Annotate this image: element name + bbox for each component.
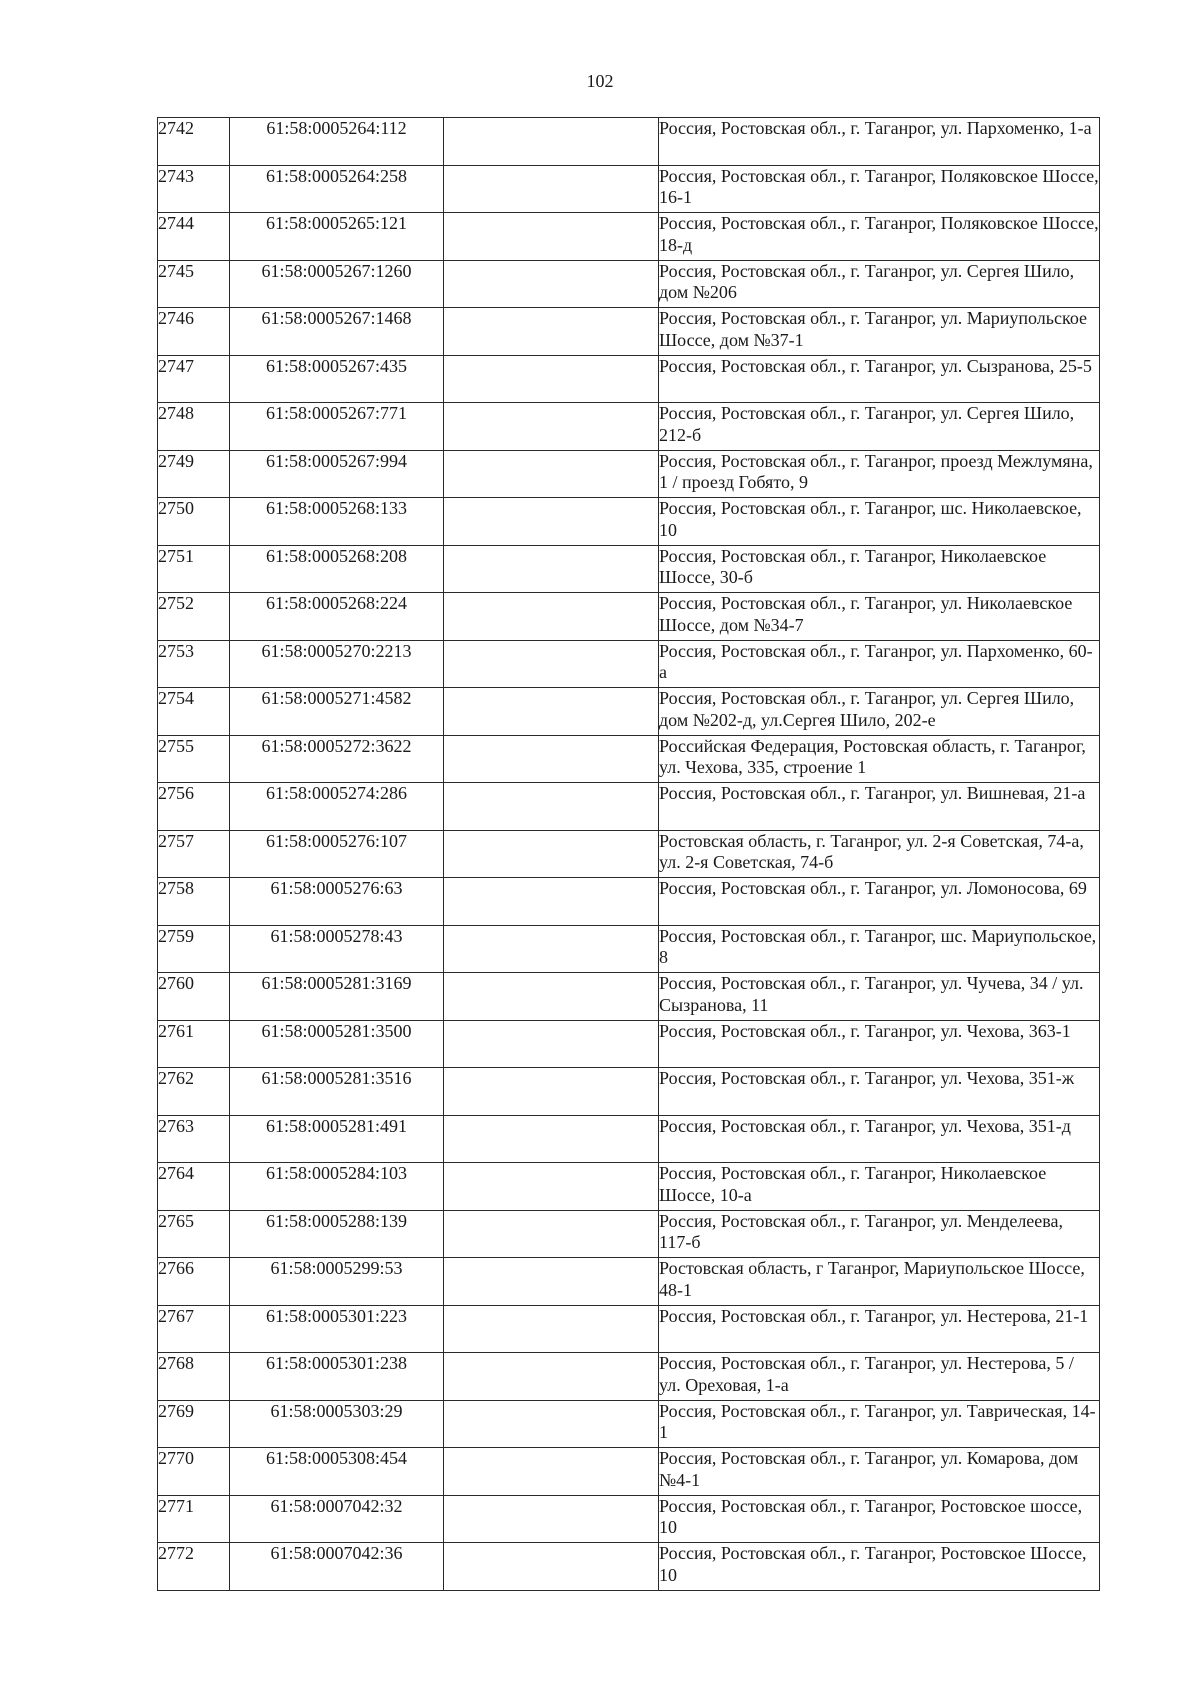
cadastral-number: 61:58:0007042:32 [230,1495,444,1543]
cadastral-number: 61:58:0005281:491 [230,1115,444,1163]
address: Россия, Ростовская обл., г. Таганрог, Поляковское Шоссе, 16-1 [659,165,1100,213]
address: Россия, Ростовская обл., г. Таганрог, ул. Менделеева, 117-б [659,1210,1100,1258]
row-number: 2762 [158,1068,230,1116]
cadastral-number: 61:58:0005267:435 [230,355,444,403]
cadastral-number: 61:58:0005268:133 [230,498,444,546]
cadastral-number: 61:58:0005303:29 [230,1400,444,1448]
table-row [158,355,1100,403]
table-row [158,1305,1100,1353]
cadastral-number: 61:58:0005268:208 [230,545,444,593]
empty-cell [444,1400,659,1448]
row-number: 2744 [158,213,230,261]
table-row [158,973,1100,1021]
table-row [158,925,1100,973]
cadastral-number: 61:58:0005281:3500 [230,1020,444,1068]
address: Россия, Ростовская обл., г. Таганрог, ул. Нестерова, 21-1 [659,1305,1100,1353]
table-row [158,1068,1100,1116]
table-row [158,450,1100,498]
empty-cell [444,165,659,213]
table-row [158,735,1100,783]
address: Россия, Ростовская обл., г. Таганрог, ул. Пархоменко, 60-а [659,640,1100,688]
cadastral-number: 61:58:0005278:43 [230,925,444,973]
cadastral-number: 61:58:0005276:107 [230,830,444,878]
empty-cell [444,450,659,498]
address: Ростовская область, г. Таганрог, ул. 2-я Советская, 74-а, ул. 2-я Советская, 74-б [659,830,1100,878]
empty-cell [444,545,659,593]
empty-cell [444,1353,659,1401]
row-number: 2769 [158,1400,230,1448]
address: Россия, Ростовская обл., г. Таганрог, ул. Комарова, дом №4-1 [659,1448,1100,1496]
address: Россия, Ростовская обл., г. Таганрог, Николаевское Шоссе, 10-а [659,1163,1100,1211]
empty-cell [444,498,659,546]
empty-cell [444,1305,659,1353]
table-row [158,1163,1100,1211]
address: Россия, Ростовская обл., г. Таганрог, ул. Вишневая, 21-а [659,783,1100,831]
address: Российская Федерация, Ростовская область, г. Таганрог, ул. Чехова, 335, строение 1 [659,735,1100,783]
table-row [158,1115,1100,1163]
table-row [158,593,1100,641]
address: Россия, Ростовская обл., г. Таганрог, ул. Сергея Шило, 212-б [659,403,1100,451]
empty-cell [444,355,659,403]
table-row [158,165,1100,213]
address: Россия, Ростовская обл., г. Таганрог, ул. Чехова, 351-д [659,1115,1100,1163]
address: Россия, Ростовская обл., г. Таганрог, шс. Николаевское, 10 [659,498,1100,546]
row-number: 2754 [158,688,230,736]
table-row [158,1400,1100,1448]
row-number: 2747 [158,355,230,403]
table-row [158,308,1100,356]
cadastral-number: 61:58:0005276:63 [230,878,444,926]
empty-cell [444,403,659,451]
address: Россия, Ростовская обл., г. Таганрог, ул. Чехова, 351-ж [659,1068,1100,1116]
empty-cell [444,878,659,926]
row-number: 2763 [158,1115,230,1163]
table-row [158,783,1100,831]
table-row [158,640,1100,688]
address: Россия, Ростовская обл., г. Таганрог, ул. Сергея Шило, дом №206 [659,260,1100,308]
empty-cell [444,1068,659,1116]
address: Россия, Ростовская обл., г. Таганрог, ул. Пархоменко, 1-а [659,118,1100,166]
row-number: 2751 [158,545,230,593]
cadastral-number: 61:58:0005301:223 [230,1305,444,1353]
cadastral-number: 61:58:0005270:2213 [230,640,444,688]
cadastral-number: 61:58:0005264:258 [230,165,444,213]
table-row [158,1495,1100,1543]
empty-cell [444,973,659,1021]
row-number: 2749 [158,450,230,498]
table-row [158,1353,1100,1401]
table-row [158,498,1100,546]
address: Россия, Ростовская обл., г. Таганрог, ул. Мариупольское Шоссе, дом №37-1 [659,308,1100,356]
address: Россия, Ростовская обл., г. Таганрог, проезд Межлумяна, 1 / проезд Гобято, 9 [659,450,1100,498]
empty-cell [444,118,659,166]
table-row [158,878,1100,926]
cadastral-number: 61:58:0005267:1468 [230,308,444,356]
row-number: 2753 [158,640,230,688]
address: Россия, Ростовская обл., г. Таганрог, ул. Нестерова, 5 / ул. Ореховая, 1-а [659,1353,1100,1401]
empty-cell [444,925,659,973]
table-row [158,688,1100,736]
cadastral-number: 61:58:0005271:4582 [230,688,444,736]
table-row [158,1020,1100,1068]
cadastral-number: 61:58:0005284:103 [230,1163,444,1211]
row-number: 2758 [158,878,230,926]
row-number: 2768 [158,1353,230,1401]
empty-cell [444,783,659,831]
table-row [158,1543,1100,1591]
address: Россия, Ростовская обл., г. Таганрог, Николаевское Шоссе, 30-б [659,545,1100,593]
empty-cell [444,1495,659,1543]
table-row [158,545,1100,593]
empty-cell [444,1115,659,1163]
table-row [158,260,1100,308]
empty-cell [444,1258,659,1306]
address: Россия, Ростовская обл., г. Таганрог, шс. Мариупольское, 8 [659,925,1100,973]
empty-cell [444,593,659,641]
cadastral-number: 61:58:0007042:36 [230,1543,444,1591]
empty-cell [444,640,659,688]
address: Россия, Ростовская обл., г. Таганрог, Ростовское Шоссе, 10 [659,1543,1100,1591]
empty-cell [444,1163,659,1211]
row-number: 2761 [158,1020,230,1068]
address: Россия, Ростовская обл., г. Таганрог, Поляковское Шоссе, 18-д [659,213,1100,261]
row-number: 2745 [158,260,230,308]
empty-cell [444,830,659,878]
row-number: 2752 [158,593,230,641]
address: Россия, Ростовская обл., г. Таганрог, ул. Чучева, 34 / ул. Сызранова, 11 [659,973,1100,1021]
row-number: 2746 [158,308,230,356]
empty-cell [444,735,659,783]
empty-cell [444,1543,659,1591]
address: Ростовская область, г Таганрог, Мариупольское Шоссе, 48-1 [659,1258,1100,1306]
registry-table-body [158,118,1100,1591]
cadastral-number: 61:58:0005264:112 [230,118,444,166]
row-number: 2771 [158,1495,230,1543]
row-number: 2755 [158,735,230,783]
cadastral-number: 61:58:0005265:121 [230,213,444,261]
row-number: 2770 [158,1448,230,1496]
row-number: 2756 [158,783,230,831]
empty-cell [444,1448,659,1496]
table-row [158,1210,1100,1258]
table-row [158,830,1100,878]
table-row [158,118,1100,166]
address: Россия, Ростовская обл., г. Таганрог, ул. Сызранова, 25-5 [659,355,1100,403]
address: Россия, Ростовская обл., г. Таганрог, ул. Чехова, 363-1 [659,1020,1100,1068]
empty-cell [444,688,659,736]
table-row [158,403,1100,451]
empty-cell [444,1020,659,1068]
table-row [158,1448,1100,1496]
cadastral-number: 61:58:0005268:224 [230,593,444,641]
row-number: 2764 [158,1163,230,1211]
address: Россия, Ростовская обл., г. Таганрог, ул. Таврическая, 14-1 [659,1400,1100,1448]
row-number: 2766 [158,1258,230,1306]
cadastral-number: 61:58:0005274:286 [230,783,444,831]
cadastral-number: 61:58:0005301:238 [230,1353,444,1401]
empty-cell [444,1210,659,1258]
address: Россия, Ростовская обл., г. Таганрог, ул. Ломоносова, 69 [659,878,1100,926]
cadastral-number: 61:58:0005299:53 [230,1258,444,1306]
cadastral-number: 61:58:0005267:771 [230,403,444,451]
cadastral-number: 61:58:0005308:454 [230,1448,444,1496]
address: Россия, Ростовская обл., г. Таганрог, Ростовское шоссе, 10 [659,1495,1100,1543]
empty-cell [444,308,659,356]
row-number: 2759 [158,925,230,973]
row-number: 2757 [158,830,230,878]
row-number: 2750 [158,498,230,546]
address: Россия, Ростовская обл., г. Таганрог, ул. Николаевское Шоссе, дом №34-7 [659,593,1100,641]
row-number: 2760 [158,973,230,1021]
cadastral-number: 61:58:0005267:1260 [230,260,444,308]
cadastral-number: 61:58:0005281:3169 [230,973,444,1021]
row-number: 2748 [158,403,230,451]
registry-table [157,117,1100,1591]
empty-cell [444,213,659,261]
cadastral-number: 61:58:0005288:139 [230,1210,444,1258]
row-number: 2765 [158,1210,230,1258]
cadastral-number: 61:58:0005281:3516 [230,1068,444,1116]
cadastral-number: 61:58:0005272:3622 [230,735,444,783]
row-number: 2767 [158,1305,230,1353]
row-number: 2742 [158,118,230,166]
empty-cell [444,260,659,308]
row-number: 2772 [158,1543,230,1591]
table-row [158,213,1100,261]
cadastral-number: 61:58:0005267:994 [230,450,444,498]
table-row [158,1258,1100,1306]
address: Россия, Ростовская обл., г. Таганрог, ул. Сергея Шило, дом №202-д, ул.Сергея Шило, 202-е [659,688,1100,736]
page-number: 102 [586,71,614,91]
row-number: 2743 [158,165,230,213]
